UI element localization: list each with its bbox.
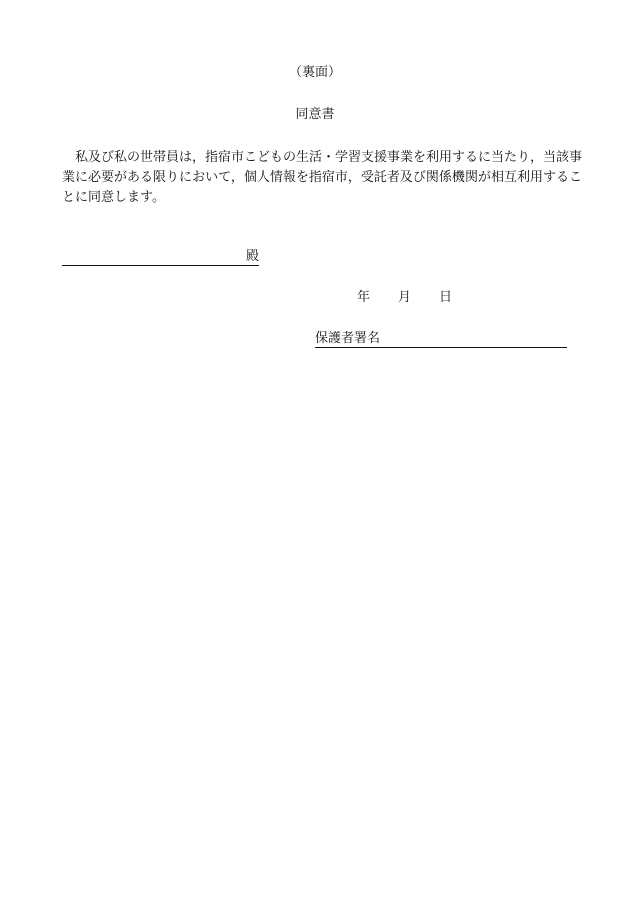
- date-month-label: 月: [398, 290, 412, 305]
- guardian-signature-label: 保護者署名: [315, 331, 381, 346]
- recipient-honorific: 殿: [245, 249, 259, 264]
- document-title: 同意書: [295, 107, 335, 122]
- date-row: [357, 290, 452, 306]
- recipient-line: [62, 249, 259, 266]
- consent-statement: 私及び私の世帯員は，指宿市こどもの生活・学習支援事業を利用するに当たり，当該事業に必要がある限りにおいて，個人情報を指宿市，受託者及び関係機関が相互利用することに同意します。: [62, 150, 583, 205]
- date-day-label: 日: [439, 290, 453, 305]
- date-year-label: 年: [357, 290, 371, 305]
- guardian-signature-line: [315, 331, 567, 348]
- page-side-label: （裏面）: [288, 65, 341, 80]
